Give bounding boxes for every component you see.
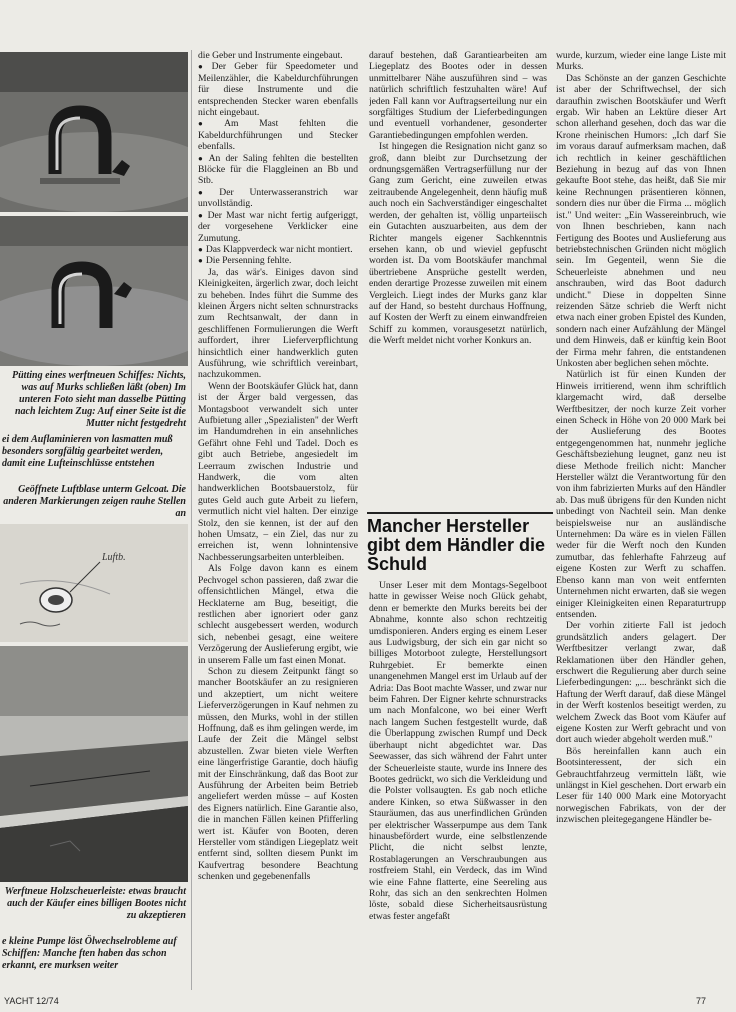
photo-wooden-rubrail: [0, 646, 188, 882]
paragraph: Unser Leser mit dem Montags-Segelboot hatte in gewisser Weise noch Glück gehabt, denn er bemerkte den Murks bereits bei der Abnahme, konnte also schon rechtzeitig umdisponieren. Anders erging es einem Leser aus Ludwigsburg, der sich ein gar nicht so billiges Motorboot zulegte, Herstellungsort Ruhrgebiet. Er bemerkte einen unangenehmen Mangel erst im Urlaub auf der Adria: Das Boot machte Wasser, und zwar nur beim Fahren. Der Eigner kehrte schnurstracks um nach Monfalcone, wo bei einer Werft nach langem Suchen festgestellt wurde, daß die Überlappung zwischen Rumpf und Deck überhaupt nicht abgedichtet war. Das Seewasser, das sich während der Fahrt unter der Scheuerleiste staute, wurde ins Innere des Bootes gedrückt, wo sich die Verkleidung und die Polster vollsaugten. Es gab noch etliche andere Kinken, so etwa Süßwasser in den Stauräumen, das aus unerfindlichen Gründen per elektrischer Wasserpumpe aus dem Tank hinausbefördert wurde, eine selbstlenzende Plicht, die nicht selbst lenzte, Rostablagerungen an Verschraubungen aus rostfreiem Stahl, ein Verdeck, das im Wind wie eine Fahne flatterte, eine Seereling aus Rohr, das sich an den senkrechten Holmen löste, sobald diese Sicherheitsausrüstung etwas fester angefaßt: [369, 580, 547, 922]
paragraph: die Geber und Instrumente eingebaut.: [198, 50, 343, 61]
paragraph: darauf bestehen, daß Garantiearbeiten am Liegeplatz des Bootes oder in dessen unmittelbarer Nähe auszuführen sind – was natürlich schriftlich festzuhalten wäre! Auf jeden Fall kann vor Auftragserteilung nur ein sorgfältiges Studium der Lieferbedingungen und eventuell vorhandener, gesonderter Garantiebedingungen empfohlen werden.: [369, 50, 547, 141]
sketch-label: Luftb.: [102, 552, 126, 563]
photo-gelcoat-sketch: [0, 524, 188, 642]
paragraph: Bös hereinfallen kann auch ein Bootsinteressent, der sich ein Gebrauchtfahrzeug vermitteln läßt, wie unlängst in Kiel geschehen. Dort erwarb ein Leser für 140 000 Mark eine Motoryacht norwegischen Fabrikats, von der der inzwischen pleitegegangene Händler be-: [556, 745, 726, 826]
photo-putting-bottom: [0, 216, 188, 366]
paragraph: Als Folge davon kann es einem Pechvogel schon passieren, daß zwar die offensichtlichen Mängel, etwa die Hecklaterne am Bug, beseitigt, die restlichen aber ignoriert oder ganz schlecht ausgebessert werden, wodurch sich, nebenbei gesagt, eine weitere Verzögerung der Auslieferung ergibt, wie in unserem Falle um fast einen Monat.: [198, 563, 358, 666]
paragraph: Ja, das wär's. Einiges davon sind Kleinigkeiten, ärgerlich zwar, doch leicht zu beheben. Indes führt die Summe des kleinen Ärgers nicht selten schnurstracks zum Rechtsanwalt, der dann in geschliffenen Formulierungen die Werft auffordert, ihrer Lieferverpflichtung hinsichtlich einer handwerklich guten Ausführung, wie schriftlich vereinbart, nachzukommen.: [198, 266, 358, 381]
text-column-2-bottom: [369, 580, 547, 992]
column-divider: [191, 50, 192, 990]
footer-page-number: 77: [696, 996, 707, 1006]
text-column-3: [556, 50, 726, 994]
paragraph: Natürlich ist für einen Kunden der Hinweis irritierend, wenn ihm schriftlich klargemacht wird, daß derselbe Werftbesitzer, der noch kurze Zeit vorher einen Scheck in Höhe von 20 000 Mark bei der Auslieferung des Bootes entgegengenommen hat, nunmehr jegliche Geschäftsbeziehung leugnet, ganz neu ist diese Methode freilich nicht: Mancher Hersteller wälzt die Verantwortung für den von ihm fabrizierten Murks auf den Händler ab. Das muß übrigens für den Kunden nicht unbedingt von Nachteil sein. Man denke beispielsweise nur an ausländische Unternehmen: Da wäre es in vielen Fällen weder für die Werft noch den Kunden zumutbar, das fehlerhafte Fahrzeug auf eigene Kosten zur Werft zu schaffen. Ebenso kann man von weit entfernten Unternehmen nicht erwarten, daß sie wegen einiger Kleinigkeiten einen Reparaturtrupp entsenden.: [556, 369, 726, 620]
section-headline: Mancher Hersteller gibt dem Händler die Schuld: [367, 516, 546, 574]
bullet-item: ● An der Saling fehlten die bestellten Blöcke für die Flaggleinen an Bb und Stb.: [198, 153, 358, 187]
caption-pump: e kleine Pumpe löst Ölwechselrobleme auf Schiffen: Manche ften haben das schon erkannt, ere murksen weiter: [2, 936, 177, 971]
paragraph: Ist hingegen die Resignation nicht ganz so groß, dann bleibt zur Durchsetzung der ordnungsgemäßen Vertragserfüllung nur der Gang zum Gericht, eine zuweilen etwas zeitraubende Angelegenheit, denn häufig muß auch noch ein Sachverständiger eingeschaltet werden, der gehalten ist, völlig unparteiisch ein Gutachten auszuarbeiten, aus dem der Richter mangels eigener Sachkenntnis ersehen kann, ob und wieviel gepfuscht worden ist. Da vom Bootskäufer manchmal übertriebene Ansprüche gestellt werden, enden derartige Prozesse zuweilen mit einem Vergleich. Liegt indes der Murks ganz klar auf der Hand, so besteht durchaus Hoffnung, auf Kosten der Werft zu einem einwandfreien Schiff zu kommen, vorausgesetzt natürlich, die Werft meldet nicht vorher Konkurs an.: [369, 141, 547, 347]
headline-rule: [367, 512, 553, 514]
photo-putting-top: [0, 52, 188, 212]
caption-air-bubble: Geöffnete Luftblase unterm Gelcoat. Die anderen Markierungen zeigen rauhe Stellen an: [3, 484, 186, 519]
paragraph: Das Schönste an der ganzen Geschichte ist aber der Schriftwechsel, der sich daraufhin zwischen Bootskäufer und Werft ergab. Wir haben an Lektüre dieser Art schon allerhand gesehen, doch das war die Krone rheinischen Humors: „Ich darf Sie im voraus darauf aufmerksam machen, daß ich rechtlich in keiner geschäftlichen Beziehung in bezug auf das von Ihnen gekaufte Boot stehe, das heißt, daß Sie mir keine Rechnungen präsentieren können, sondern dies nur über die Firma ... möglich ist." Und weiter: „Ein Wassereinbruch, wie von Ihnen beschrieben, kann nach Fertigung des Bootes und Auslieferung aus betriebstechnischen Gründen nicht möglich sein. Im Gegenteil, wenn Sie die Scheuerleiste abnehmen und neu anschrauben, wird das Boot dadurch undicht." Diese in doppelten Sinne reizenden Sätze schrieb die Werft nicht etwa nach einer groben Epistel des Kunden, sondern nach einer Aufzählung der Mängel und dem Hinweis, daß er künftig kein Boot der Firma mehr fahren, die entstandenen Unkosten aber beglichen sehen möchte.: [556, 72, 726, 369]
paragraph: Der vorhin zitierte Fall ist jedoch grundsätzlich anders gelagert. Der Werftbesitzer verlangt zwar, daß Reklamationen über den Händler gehen, erschwert die Regulierung aber durch seine Lieferbedingungen: „... beschränkt sich die Haftung der Werft darauf, daß diese Mängel in der Werft kostenlos beseitigt werden, zu welchem Zweck das Boot vom Käufer auf eigene Kosten zur Werft gebracht und von dort auch wieder abgeholt werden muß.": [556, 620, 726, 746]
text-column-2-top: [369, 50, 547, 505]
paragraph: wurde, kurzum, wieder eine lange Liste mit Murks.: [556, 50, 726, 73]
caption-laminate: ei dem Auflaminieren von lasmatten muß besonders sorgfältig gearbeitet werden, damit eine Lufteinschlüsse entstehen: [2, 434, 173, 469]
bullet-item: ● Der Unterwasseranstrich war unvollständig.: [198, 187, 358, 210]
bullet-item: ● Am Mast fehlten die Kabeldurchführungen und Stecker ebenfalls.: [198, 118, 358, 152]
bullet-item: ● Der Mast war nicht fertig aufgeriggt, der vorgesehene Verklicker eine Zumutung.: [198, 210, 358, 244]
bullet-item: ● Die Persenning fehlte.: [198, 255, 358, 266]
text-column-1: [198, 50, 358, 994]
caption-rubrail: Werftneue Holzscheuerleiste: etwas braucht auch der Käufer eines billigen Bootes nicht zu akzeptieren: [4, 886, 186, 921]
paragraph: Wenn der Bootskäufer Glück hat, dann ist der Ärger bald vergessen, das Montagsboot verwandelt sich unter Aufbietung aller „Spezialisten" der Werft im Handumdrehen in ein ansehnliches Gefährt ohne Fehl und Tadel. Doch es gibt auch Betriebe, angesiedelt im Leerraum zwischen Industrie und Handwerk, die vom alten handwerklichen Bootsbauerstolz, für gutes Geld auch gute Arbeit zu liefern, vermutlich nicht viel halten. Der einzige Stolz, den sie kennen, ist der auf den hohen Umsatz, – ein Ziel, das nur zu erreichen ist, wenn lohnintensive Nachbesserungsarbeiten unterbleiben.: [198, 380, 358, 563]
caption-putting: Pütting eines werftneuen Schiffes: Nichts, was auf Murks schließen läßt (oben) Im unteren Foto sieht man dasselbe Pütting nach leichtem Zug: Auf einer Seite ist die Mutter nicht festgedreht: [12, 370, 186, 429]
footer-magazine: YACHT 12/74: [4, 996, 59, 1006]
bullet-item: ● Der Geber für Speedometer und Meilenzähler, die Kabeldurchführungen für diese Instrumente und die entsprechenden Stecker waren ebenfalls nicht eingebaut.: [198, 61, 358, 118]
paragraph: Schon zu diesem Zeitpunkt fängt so mancher Bootskäufer an zu resignieren und akzeptiert, um nicht weitere Lieferverzögerungen in Kauf nehmen zu müssen, den Murks, wohl in der stillen Hoffnung, daß es ihm gelingen werde, im Laufe der Zeit die Mängel selbst abzustellen. Zwar bieten viele Werften eine längerfristige Garantie, doch häufig mit der Einschränkung, daß das Boot zur Ausführung der Arbeiten beim Betrieb angeliefert werden müsse – auf Kosten des Eigners natürlich. Eine Garantie also, die in manchen Fällen keinen Pfifferling wert ist. Käufer von Booten, deren Hersteller vom ständigen Liegeplatz weit entfernt sind, sollten diesem Punkt im Kaufvertrag besondere Beachtung schenken und gegebenenfalls: [198, 665, 358, 883]
bullet-item: ● Das Klappverdeck war nicht montiert.: [198, 244, 358, 255]
